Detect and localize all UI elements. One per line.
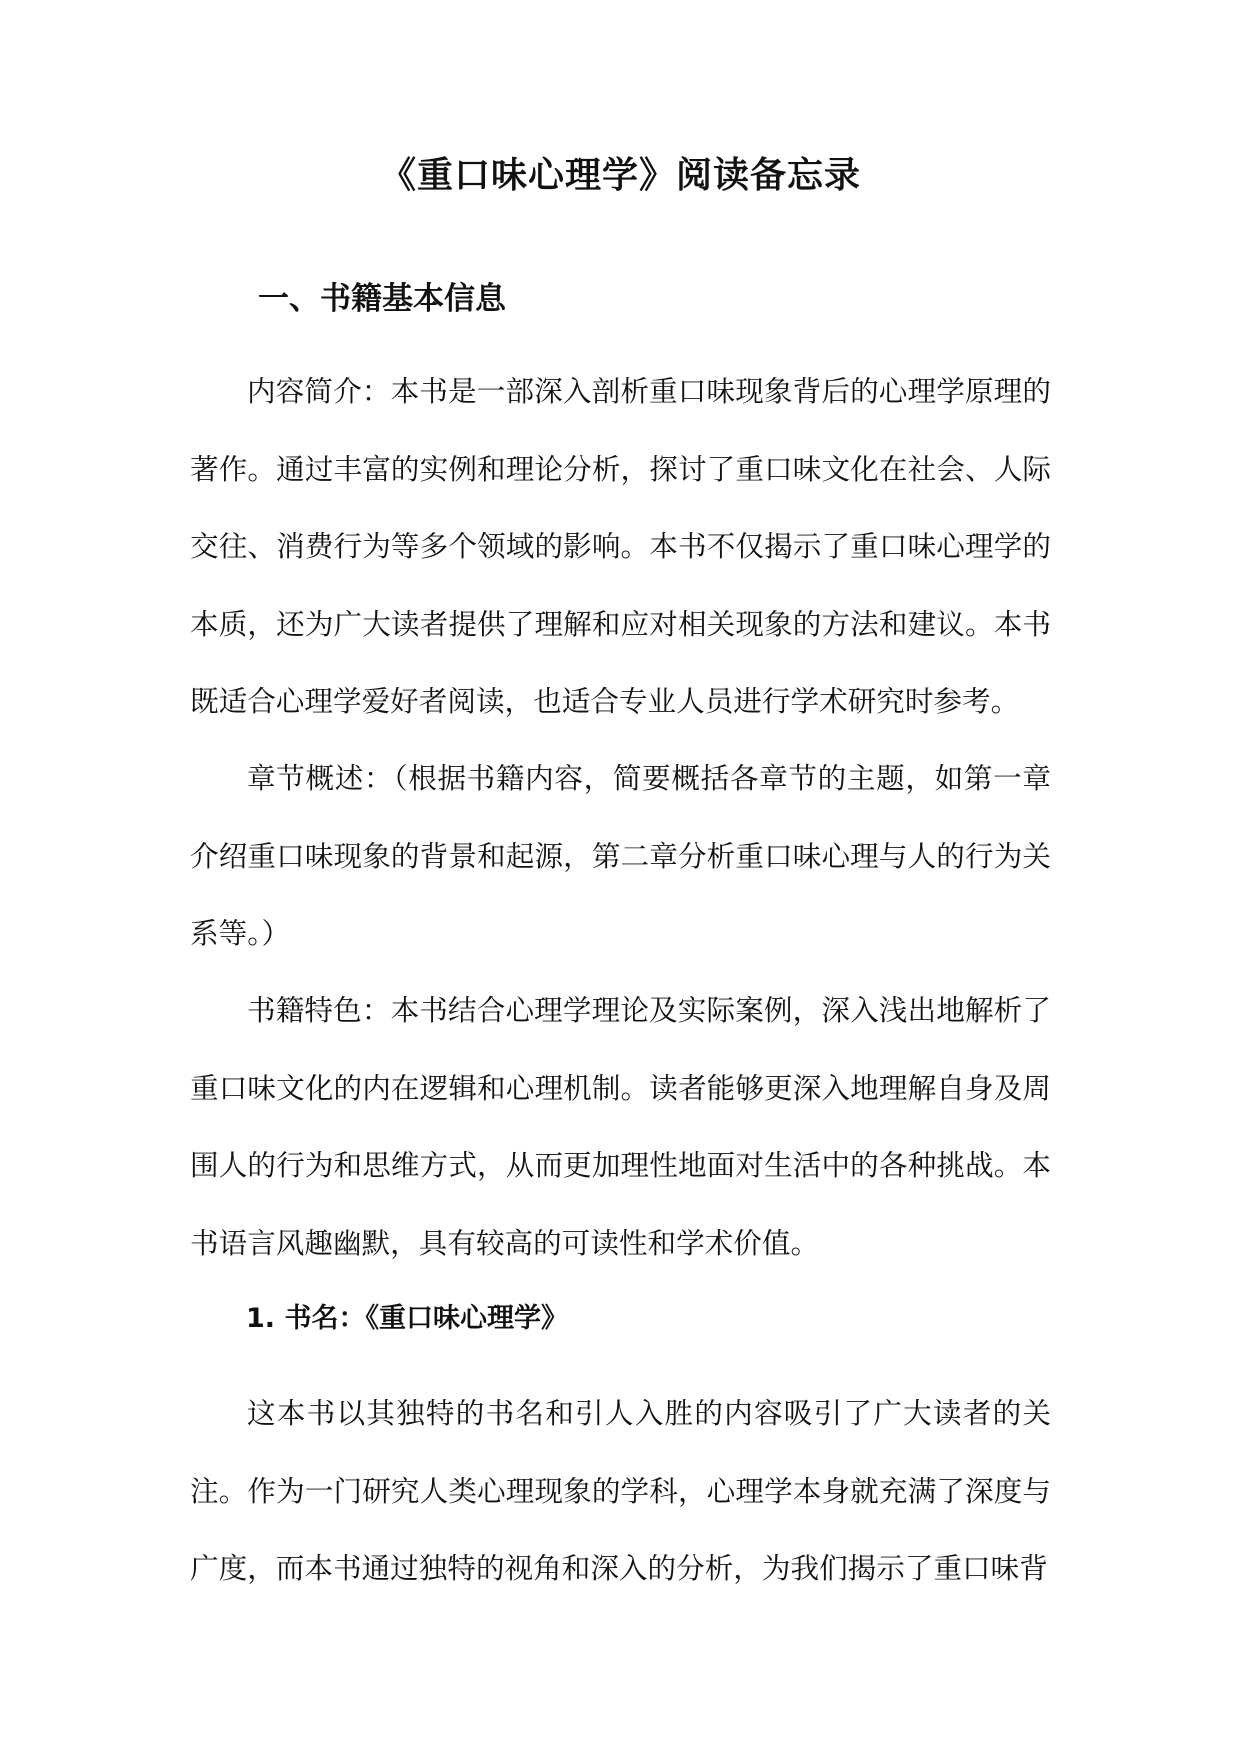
page-title: 《重口味心理学》阅读备忘录: [379, 155, 861, 196]
paragraph-content-summary: 内容简介：本书是一部深入剖析重口味现象背后的心理学原理的著作。通过丰富的实例和理论分析，探讨了重口味文化在社会、人际交往、消费行为等多个领域的影响。本书不仅揭示了重口味心理学的本质，还为广大读者提供了理解和应对相关现象的方法和建议。本书既适合心理学爱好者阅读，也适合专业人员进行学术研究时参考。: [190, 374, 1051, 718]
subsection-heading-book-name: 1. 书名：《重口味心理学》: [246, 1303, 568, 1334]
paragraph-book-features: 书籍特色：本书结合心理学理论及实际案例，深入浅出地解析了重口味文化的内在逻辑和心理机制。读者能够更深入地理解自身及周围人的行为和思维方式，从而更加理性地面对生活中的各种挑战。本书语言风趣幽默，具有较高的可读性和学术价值。: [190, 993, 1051, 1260]
paragraph-book-name-intro: 这本书以其独特的书名和引人入胜的内容吸引了广大读者的关注。作为一门研究人类心理现象的学科，心理学本身就充满了深度与广度，而本书通过独特的视角和深入的分析，为我们揭示了重口味背: [190, 1396, 1051, 1585]
paragraph-chapter-overview: 章节概述：（根据书籍内容，简要概括各章节的主题，如第一章介绍重口味现象的背景和起源，第二章分析重口味心理与人的行为关系等。）: [190, 761, 1051, 950]
section-heading-book-info: 一、书籍基本信息: [258, 281, 506, 317]
